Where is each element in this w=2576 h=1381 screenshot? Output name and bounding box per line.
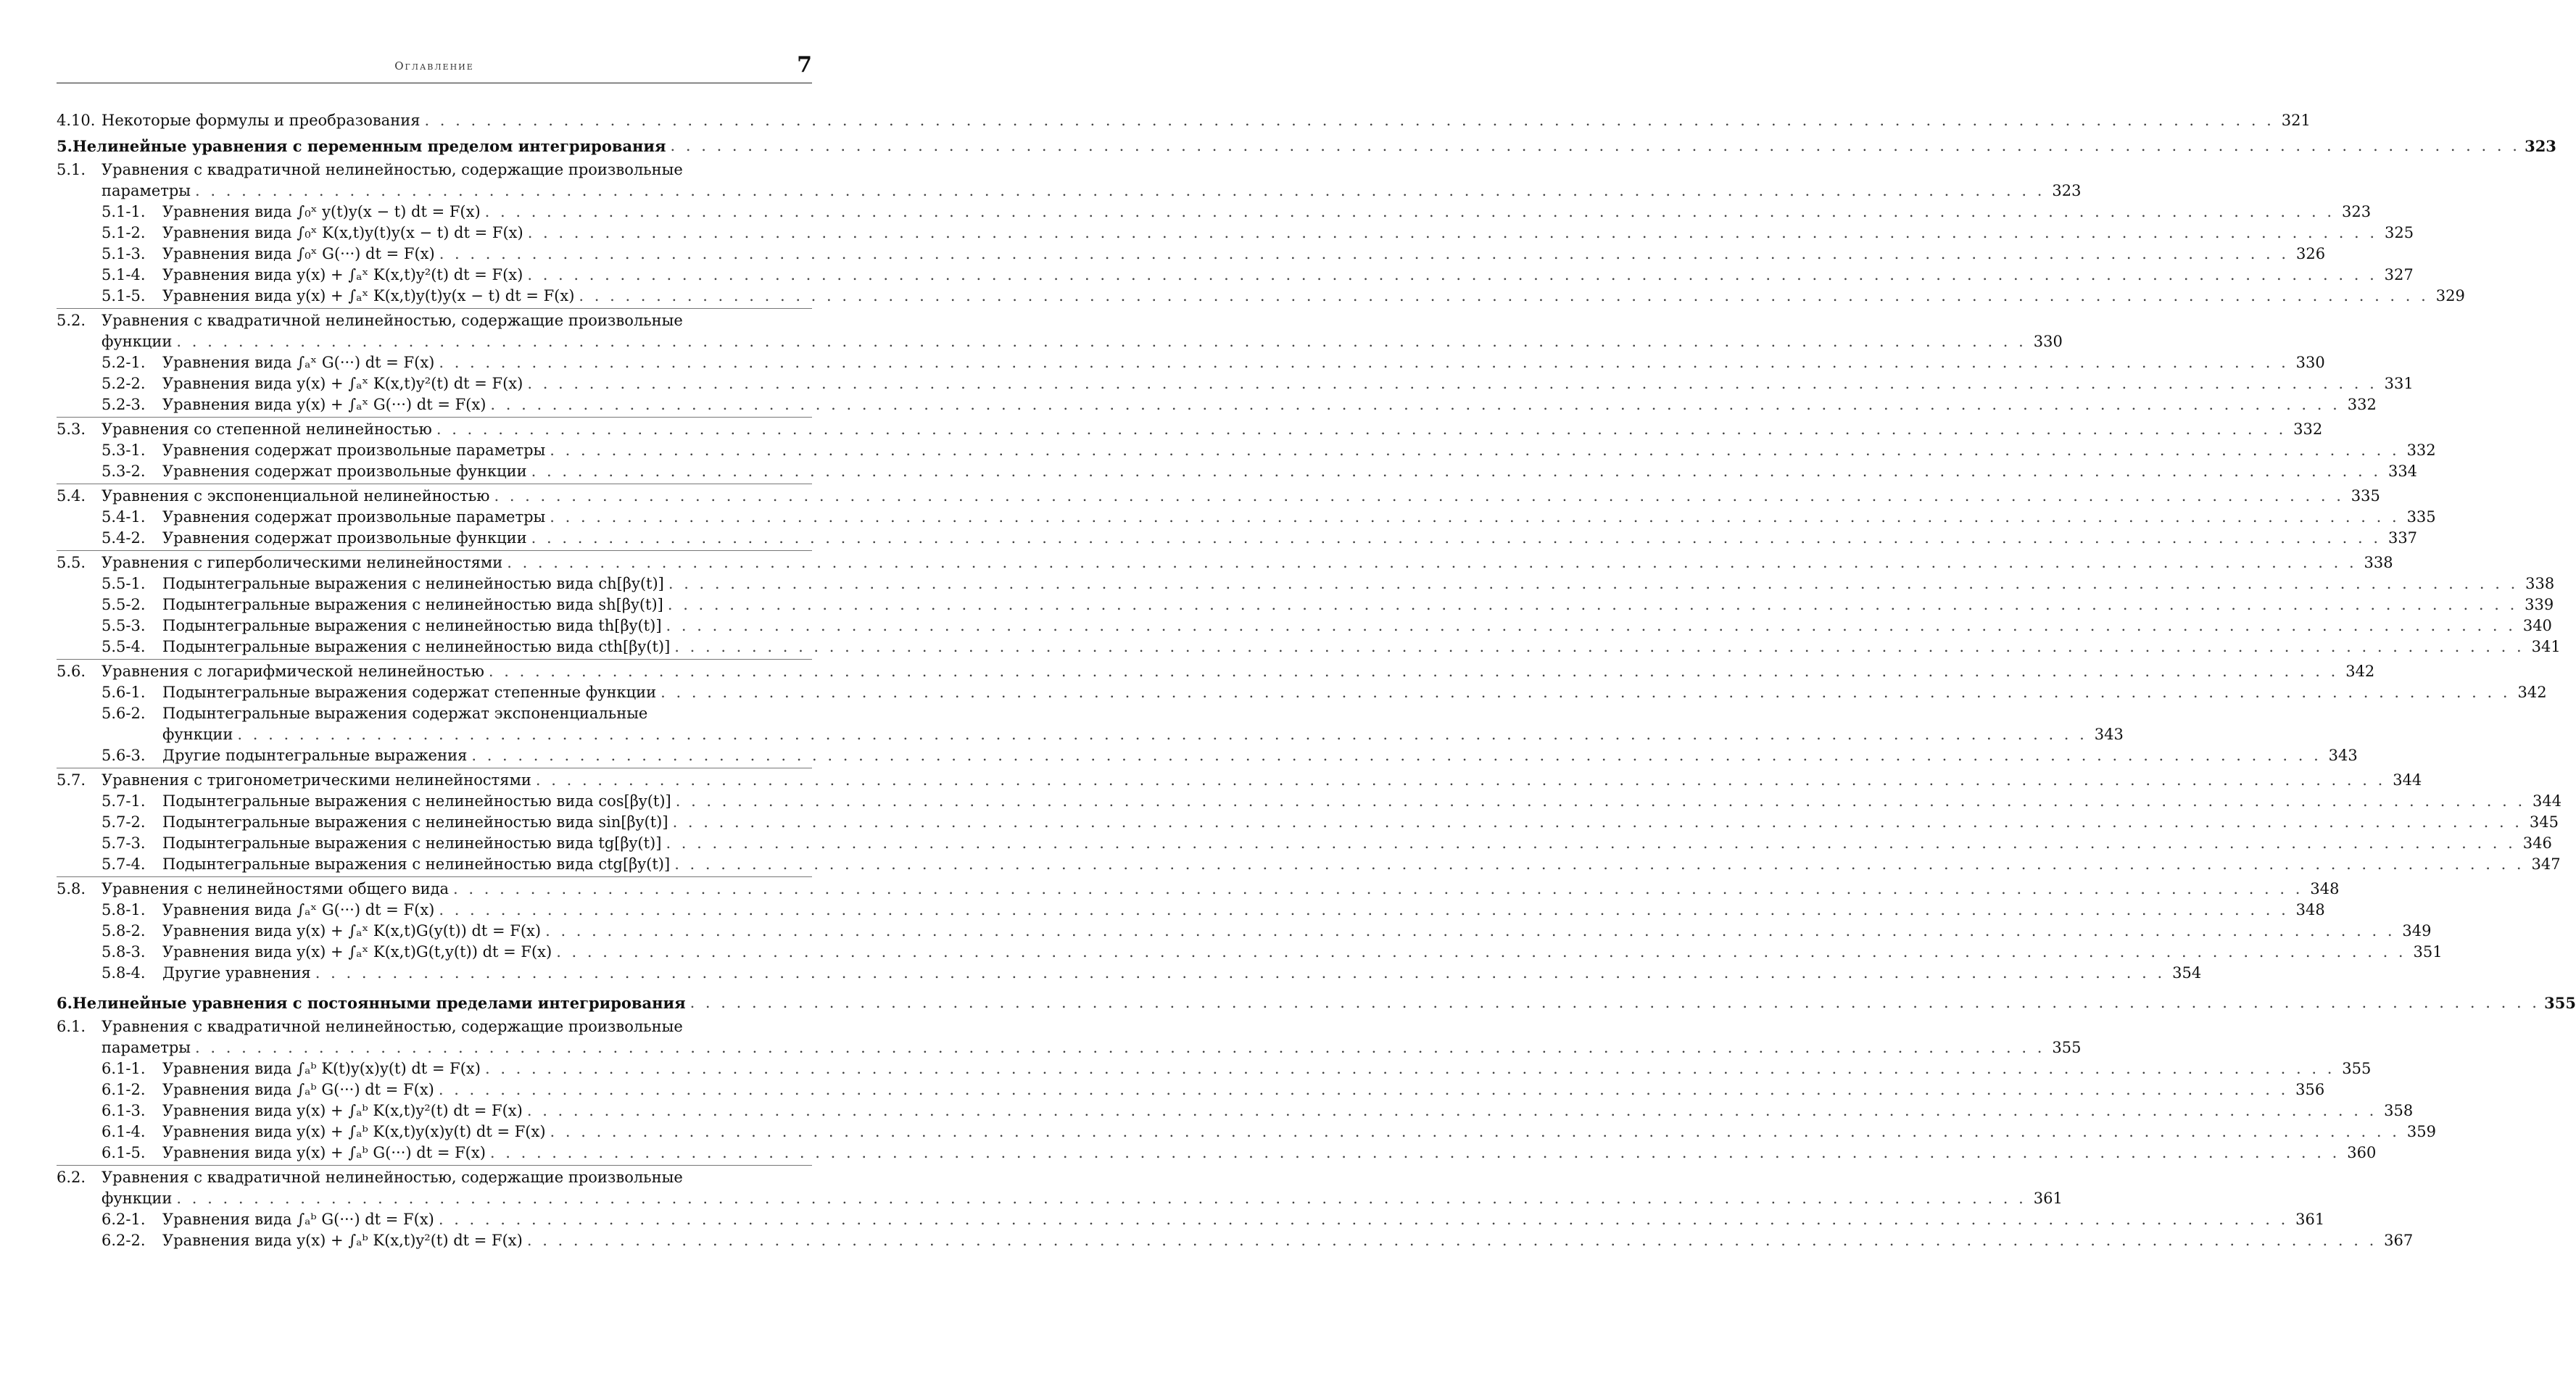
toc-title: Уравнения вида y(x) + ∫ₐˣ G(···) dt = F(x) (162, 394, 486, 415)
leader-dots (195, 181, 2045, 202)
toc-title-line2: параметры (102, 181, 191, 202)
toc-number: 6.1-1. (102, 1058, 162, 1079)
toc-number: 5.1-1. (102, 202, 162, 223)
toc-number: 6.2-1. (102, 1209, 162, 1230)
toc-title: Подынтегральные выражения с нелинейностью вида tg[βy(t)] (162, 833, 661, 854)
toc-page-number: 345 (2527, 812, 2559, 833)
toc-page-number: 348 (2307, 879, 2339, 900)
toc-number: 4.10. (57, 110, 102, 131)
page-header (57, 54, 812, 83)
toc-subsection[interactable] (57, 373, 812, 394)
toc-page-number: 330 (2293, 352, 2325, 373)
leader-dots (536, 770, 2385, 791)
leader-dots (485, 202, 2335, 223)
leader-dots (195, 1037, 2045, 1058)
toc-page-number: 330 (2031, 331, 2063, 352)
toc-title: Подынтегральные выражения с нелинейностью вида cos[βy(t)] (162, 791, 671, 812)
leader-dots (436, 419, 2286, 440)
toc-title: Подынтегральные выражения с нелинейностью вида th[βy(t)] (162, 615, 662, 636)
toc-title: Уравнения вида ∫₀ˣ G(···) dt = F(x) (162, 244, 435, 265)
toc-title: Уравнения вида y(x) + ∫ₐᵇ K(x,t)y²(t) dt = F(x) (162, 1230, 523, 1251)
toc-page-number: 335 (2348, 486, 2380, 507)
toc-title-line2: функции (162, 724, 233, 745)
toc-subsection[interactable] (57, 286, 812, 307)
section-divider (57, 308, 812, 309)
toc-title: Уравнения вида ∫ₐᵇ K(t)y(x)y(t) dt = F(x) (162, 1058, 481, 1079)
toc-subsection[interactable] (57, 745, 812, 766)
toc-title: Уравнения вида ∫ₐˣ G(···) dt = F(x) (162, 900, 434, 921)
toc-number: 5.2. (57, 310, 102, 331)
section-divider (57, 1165, 812, 1166)
leader-dots (531, 528, 2381, 549)
toc-page-number: 341 (2529, 636, 2561, 658)
toc-number: 5.8-3. (102, 942, 162, 963)
toc-subsection[interactable] (57, 265, 812, 286)
section-divider (57, 550, 812, 551)
toc-number: 5.6-1. (102, 682, 162, 703)
leader-dots (485, 1058, 2335, 1079)
toc-subsection[interactable] (57, 528, 812, 549)
toc-title-line2: функции (102, 1188, 172, 1209)
toc-subsection[interactable] (57, 1209, 812, 1230)
toc-page-number: 327 (2382, 265, 2414, 286)
toc-number: 6.1-5. (102, 1142, 162, 1164)
leader-dots (527, 265, 2377, 286)
toc-number: 6. (57, 992, 73, 1013)
toc-page-number: 342 (2515, 682, 2547, 703)
toc-page-number: 356 (2293, 1079, 2324, 1100)
toc-subsection[interactable] (57, 1230, 812, 1251)
toc-page-number: 339 (2522, 594, 2554, 615)
leader-dots (666, 615, 2516, 636)
toc-subsection[interactable] (57, 573, 812, 594)
toc-number: 6.1-3. (102, 1100, 162, 1121)
leader-dots (490, 1142, 2340, 1164)
toc-title: Подынтегральные выражения с нелинейностью вида cth[βy(t)] (162, 636, 670, 658)
leader-dots (550, 507, 2399, 528)
leader-dots (550, 1121, 2400, 1142)
toc-subsection[interactable] (57, 244, 812, 265)
toc-subsection[interactable] (57, 594, 812, 615)
leader-dots (668, 573, 2518, 594)
toc-title: Подынтегральные выражения содержат степенные функции (162, 682, 656, 703)
leader-dots (176, 1188, 2026, 1209)
toc-subsection[interactable] (57, 352, 812, 373)
leader-dots (671, 136, 2520, 157)
leader-dots (550, 440, 2399, 461)
toc-page-number: 367 (2381, 1230, 2413, 1251)
running-title: Оглавление (57, 59, 812, 72)
leader-dots (489, 661, 2338, 682)
toc-title: Другие уравнения (162, 963, 311, 984)
toc-subsection[interactable] (57, 1079, 812, 1100)
toc-title: Уравнения вида ∫₀ˣ y(t)y(x − t) dt = F(x) (162, 202, 481, 223)
leader-dots (556, 942, 2406, 963)
toc-page-number: 349 (2400, 921, 2432, 942)
leader-dots (674, 854, 2524, 875)
toc-title: Уравнения вида y(x) + ∫ₐᵇ K(x,t)y(x)y(t) dt = F(x) (162, 1121, 546, 1142)
toc-subsection[interactable] (57, 223, 812, 244)
leader-dots (439, 900, 2288, 921)
leader-dots (527, 1100, 2377, 1121)
toc-title: Уравнения с гиперболическими нелинейностями (102, 552, 502, 573)
toc-number: 5.7-3. (102, 833, 162, 854)
toc-page-number: 326 (2293, 244, 2325, 265)
toc-subsection[interactable] (57, 615, 812, 636)
leader-dots (674, 636, 2524, 658)
leader-dots (453, 879, 2303, 900)
toc-number: 5.5-1. (102, 573, 162, 594)
toc-title-line1: Уравнения с квадратичной нелинейностью, содержащие произвольные (102, 159, 2081, 181)
toc-title: Уравнения с экспоненциальной нелинейностью (102, 486, 489, 507)
toc-page-number: 323 (2525, 136, 2556, 157)
toc-page-number: 329 (2433, 286, 2465, 307)
toc-subsection[interactable] (57, 1142, 812, 1164)
toc-number: 5.8-1. (102, 900, 162, 921)
toc-number: 5.6-2. (102, 703, 162, 724)
toc-page-number: 338 (2522, 573, 2554, 594)
leader-dots (237, 724, 2087, 745)
toc-page-number: 338 (2361, 552, 2393, 573)
toc-section[interactable] (57, 419, 812, 440)
toc-number: 6.1-2. (102, 1079, 162, 1100)
toc-subsection[interactable] (57, 812, 812, 833)
toc-section[interactable] (57, 661, 812, 682)
toc-subsection[interactable] (57, 202, 812, 223)
toc-number: 5.7-2. (102, 812, 162, 833)
toc-subsection[interactable] (57, 1121, 812, 1142)
toc-title: Уравнения с логарифмической нелинейностью (102, 661, 484, 682)
leader-dots (527, 373, 2377, 394)
toc-subsection[interactable] (57, 1058, 812, 1079)
toc-number: 5.5-2. (102, 594, 162, 615)
toc-page-number: 325 (2382, 223, 2414, 244)
leader-dots (527, 1230, 2377, 1251)
toc-title: Нелинейные уравнения с постоянными пределами интегрирования (73, 992, 686, 1013)
leader-dots (531, 461, 2381, 482)
toc-page-number: 346 (2520, 833, 2552, 854)
toc-number: 5.8-4. (102, 963, 162, 984)
leader-dots (545, 921, 2395, 942)
toc-section[interactable] (57, 1167, 812, 1209)
toc-title-line1: Подынтегральные выражения содержат экспоненциальные (162, 703, 2124, 724)
toc-title: Подынтегральные выражения с нелинейностью вида sh[βy(t)] (162, 594, 663, 615)
toc-number: 6.2-2. (102, 1230, 162, 1251)
toc-number: 5.6-3. (102, 745, 162, 766)
toc-subsection[interactable] (57, 682, 812, 703)
toc-subsection[interactable] (57, 461, 812, 482)
leader-dots (315, 963, 2165, 984)
toc-title: Уравнения вида y(x) + ∫ₐˣ K(x,t)G(t,y(t)) dt = F(x) (162, 942, 552, 963)
toc-page-number: 332 (2290, 419, 2322, 440)
toc-chapter[interactable] (57, 992, 812, 1013)
toc-page-number: 359 (2404, 1121, 2436, 1142)
toc-title-line1: Уравнения с квадратичной нелинейностью, содержащие произвольные (102, 1167, 2063, 1188)
toc-page-number: 334 (2385, 461, 2417, 482)
toc-number: 5.5-3. (102, 615, 162, 636)
toc-title: Уравнения вида ∫ₐˣ G(···) dt = F(x) (162, 352, 434, 373)
toc-number: 5.8. (57, 879, 102, 900)
toc-title: Подынтегральные выражения с нелинейностью вида ch[βy(t)] (162, 573, 664, 594)
toc-page-number: 355 (2544, 992, 2576, 1013)
toc-number: 5.4-2. (102, 528, 162, 549)
toc-page-number: 323 (2339, 202, 2371, 223)
toc-title-line1: Уравнения с квадратичной нелинейностью, содержащие произвольные (102, 1016, 2081, 1037)
toc-number: 5.1-2. (102, 223, 162, 244)
toc-number: 5.8-2. (102, 921, 162, 942)
leader-dots (676, 791, 2525, 812)
leader-dots (579, 286, 2428, 307)
toc-title: Уравнения содержат произвольные функции (162, 461, 527, 482)
toc-number: 5.2-2. (102, 373, 162, 394)
leader-dots (494, 486, 2343, 507)
toc-subsection[interactable] (57, 791, 812, 812)
leader-dots (666, 833, 2515, 854)
toc-number: 6.1-4. (102, 1121, 162, 1142)
leader-dots (507, 552, 2356, 573)
toc-number: 5.1. (57, 159, 102, 181)
toc-title-line1: Уравнения с квадратичной нелинейностью, содержащие произвольные (102, 310, 2063, 331)
toc-section[interactable] (57, 159, 812, 202)
toc-subsection[interactable] (57, 636, 812, 658)
section-divider (57, 659, 812, 660)
toc-page-number: 343 (2326, 745, 2358, 766)
toc-title: Некоторые формулы и преобразования (102, 110, 420, 131)
toc-page-number: 358 (2381, 1100, 2413, 1121)
toc-section[interactable] (57, 310, 812, 352)
toc-page-number: 344 (2530, 791, 2561, 812)
toc-page-number: 331 (2382, 373, 2414, 394)
toc-page-number: 342 (2343, 661, 2374, 682)
toc-title: Подынтегральные выражения с нелинейностью вида ctg[βy(t)] (162, 854, 670, 875)
leader-dots (439, 1209, 2288, 1230)
toc-subsection[interactable] (57, 921, 812, 942)
page-number: 7 (797, 52, 812, 78)
toc-number: 5.1-3. (102, 244, 162, 265)
toc-page-number: 337 (2385, 528, 2417, 549)
toc-page-number: 361 (2293, 1209, 2324, 1230)
leader-dots (176, 331, 2026, 352)
toc-title: Уравнения вида ∫₀ˣ K(x,t)y(t)y(x − t) dt = F(x) (162, 223, 523, 244)
toc-title: Уравнения вида ∫ₐᵇ G(···) dt = F(x) (162, 1079, 434, 1100)
toc-page-number: 321 (2279, 110, 2311, 131)
toc-number: 5.7-4. (102, 854, 162, 875)
toc-page-number: 332 (2404, 440, 2436, 461)
toc-subsection[interactable] (57, 440, 812, 461)
toc-number: 5.2-3. (102, 394, 162, 415)
toc-section[interactable] (57, 1016, 812, 1058)
toc-title: Уравнения со степенной нелинейностью (102, 419, 432, 440)
toc-number: 5.2-1. (102, 352, 162, 373)
toc-title: Уравнения с тригонометрическими нелинейностями (102, 770, 531, 791)
toc-page-number: 355 (2049, 1037, 2081, 1058)
leader-dots (424, 110, 2274, 131)
leader-dots (439, 244, 2289, 265)
toc-number: 5.3-1. (102, 440, 162, 461)
section-divider (57, 876, 812, 877)
toc-subsection[interactable] (57, 703, 812, 745)
toc-title: Уравнения вида y(x) + ∫ₐᵇ K(x,t)y²(t) dt = F(x) (162, 1100, 523, 1121)
toc-page-number: 354 (2169, 963, 2201, 984)
toc-number: 5.6. (57, 661, 102, 682)
toc-page-number: 360 (2344, 1142, 2376, 1164)
toc-number: 6.2. (57, 1167, 102, 1188)
leader-dots (490, 394, 2340, 415)
toc-subsection[interactable] (57, 394, 812, 415)
toc-page-number: 323 (2049, 181, 2081, 202)
toc-section[interactable] (57, 879, 812, 900)
toc-chapter[interactable] (57, 136, 812, 157)
toc-subsection[interactable] (57, 854, 812, 875)
leader-dots (471, 745, 2321, 766)
toc-title: Уравнения содержат произвольные параметры (162, 507, 545, 528)
toc-title-line2: функции (102, 331, 172, 352)
toc-title: Уравнения содержат произвольные параметры (162, 440, 545, 461)
toc-title: Уравнения вида y(x) + ∫ₐˣ K(x,t)y(t)y(x − t) dt = F(x) (162, 286, 574, 307)
leader-dots (660, 682, 2510, 703)
toc-title: Уравнения содержат произвольные функции (162, 528, 527, 549)
toc-number: 5.7. (57, 770, 102, 791)
leader-dots (439, 352, 2288, 373)
toc-section[interactable] (57, 486, 812, 507)
toc-number: 5.1-5. (102, 286, 162, 307)
toc-page-number: 361 (2031, 1188, 2063, 1209)
toc-title: Уравнения вида y(x) + ∫ₐˣ K(x,t)y²(t) dt = F(x) (162, 265, 523, 286)
toc-title-line2: параметры (102, 1037, 191, 1058)
toc-number: 5.5. (57, 552, 102, 573)
leader-dots (673, 812, 2522, 833)
toc-number: 5.3. (57, 419, 102, 440)
toc-number: 5. (57, 136, 73, 157)
toc-title: Подынтегральные выражения с нелинейностью вида sin[βy(t)] (162, 812, 668, 833)
toc-section[interactable] (57, 552, 812, 573)
toc-number: 5.1-4. (102, 265, 162, 286)
toc-page-number: 344 (2390, 770, 2422, 791)
toc-number: 5.3-2. (102, 461, 162, 482)
toc-title: Другие подынтегральные выражения (162, 745, 467, 766)
toc-subsection[interactable] (57, 507, 812, 528)
toc-number: 5.4-1. (102, 507, 162, 528)
toc-section[interactable] (57, 110, 812, 131)
leader-dots (439, 1079, 2288, 1100)
leader-dots (668, 594, 2517, 615)
toc-subsection[interactable] (57, 833, 812, 854)
toc-page-number: 347 (2529, 854, 2561, 875)
leader-dots (690, 992, 2540, 1013)
toc-page-number: 340 (2520, 615, 2552, 636)
toc-title: Нелинейные уравнения с переменным пределом интегрирования (73, 136, 666, 157)
toc-subsection[interactable] (57, 900, 812, 921)
toc-subsection[interactable] (57, 963, 812, 984)
toc-number: 5.7-1. (102, 791, 162, 812)
toc-page-number: 332 (2345, 394, 2377, 415)
toc-title: Уравнения вида y(x) + ∫ₐˣ K(x,t)G(y(t)) dt = F(x) (162, 921, 541, 942)
toc-title: Уравнения вида ∫ₐᵇ G(···) dt = F(x) (162, 1209, 434, 1230)
section-divider (57, 417, 812, 418)
toc-page-number: 343 (2092, 724, 2124, 745)
toc-page-number: 348 (2293, 900, 2325, 921)
leader-dots (528, 223, 2377, 244)
toc-number: 6.1. (57, 1016, 102, 1037)
toc-number: 5.5-4. (102, 636, 162, 658)
toc-page-number: 351 (2411, 942, 2443, 963)
toc-section[interactable] (57, 770, 812, 791)
toc-title: Уравнения вида y(x) + ∫ₐᵇ G(···) dt = F(x) (162, 1142, 486, 1164)
toc-title: Уравнения вида y(x) + ∫ₐˣ K(x,t)y²(t) dt = F(x) (162, 373, 523, 394)
toc-title: Уравнения с нелинейностями общего вида (102, 879, 449, 900)
toc-page-number: 355 (2339, 1058, 2371, 1079)
table-of-contents (57, 110, 812, 1251)
toc-subsection[interactable] (57, 1100, 812, 1121)
toc-number: 5.4. (57, 486, 102, 507)
toc-subsection[interactable] (57, 942, 812, 963)
toc-page-number: 335 (2404, 507, 2436, 528)
